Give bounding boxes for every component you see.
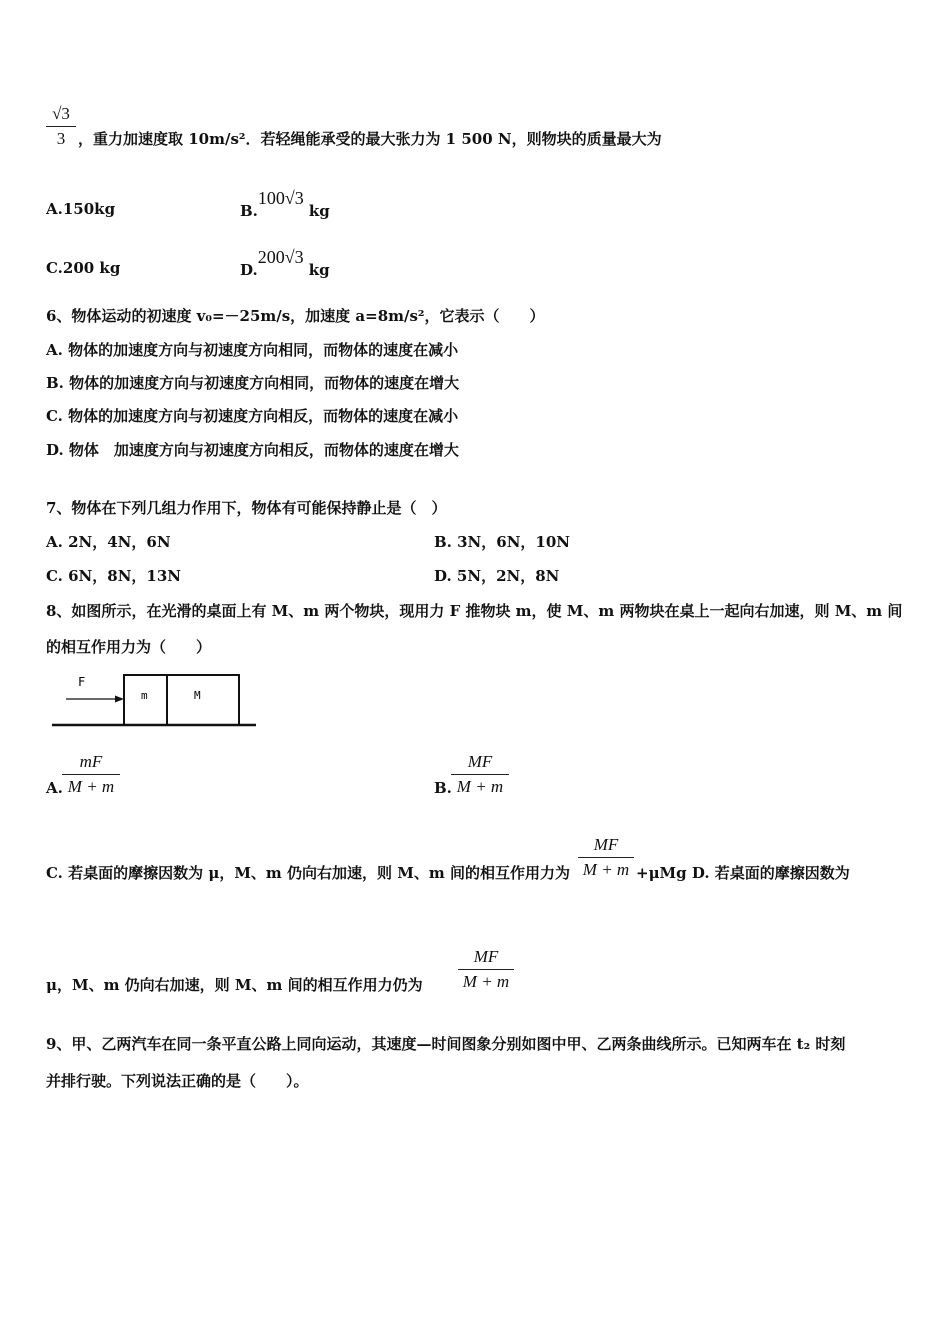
q8-option-a-denominator: M + m <box>67 777 115 796</box>
q5-fraction-numerator: √3 <box>52 104 70 123</box>
q5-fraction <box>46 104 76 149</box>
q5-option-d-unit: kg <box>308 261 330 279</box>
q8-option-c-fraction <box>578 835 634 880</box>
q7-stem: 7、物体在下列几组力作用下，物体有可能保持静止是（ ） <box>46 499 447 517</box>
q8-option-b-label: B. <box>434 779 452 797</box>
q8-option-b-denominator: M + m <box>456 777 504 796</box>
q5-option-d <box>240 247 330 279</box>
q9-stem-line1: 9、甲、乙两汽车在同一条平直公路上同向运动，其速度—时间图象分别如图中甲、乙两条曲线所示。已知两车在 t₂ 时刻 <box>46 1035 846 1053</box>
q8-option-c-numerator: MF <box>593 835 619 854</box>
fraction-bar <box>451 774 509 775</box>
q7-option-c: C. 6N，8N，13N <box>46 567 182 585</box>
q6-option-a: A. 物体的加速度方向与初速度方向相同，而物体的速度在减小 <box>46 341 459 359</box>
q8-stem-line1: 8、如图所示，在光滑的桌面上有 M、m 两个物块，现用力 F 推物块 m，使 M、m 两物块在桌上一起向右加速，则 M、m 间 <box>46 602 903 620</box>
q6-option-d: D. 物体 加速度方向与初速度方向相反，而物体的速度在增大 <box>46 441 459 459</box>
q8-option-b-numerator: MF <box>467 752 493 771</box>
q7-option-a: A. 2N，4N，6N <box>46 533 171 551</box>
q8-option-d-denominator: M + m <box>462 972 510 991</box>
q8-option-c-denominator: M + m <box>582 860 630 879</box>
q5-option-b-unit: kg <box>308 202 330 220</box>
q8-option-d-text: μ，M、m 仍向右加速，则 M、m 间的相互作用力仍为 <box>46 976 423 994</box>
q5-option-c: C.200 kg <box>46 259 121 277</box>
q5-option-b <box>240 188 330 220</box>
q8-option-a-label: A. <box>46 779 63 797</box>
q6-option-c: C. 物体的加速度方向与初速度方向相反，而物体的速度在减小 <box>46 407 459 425</box>
force-arrow-head <box>115 696 124 703</box>
fraction-bar <box>46 126 76 127</box>
q5-option-b-math: 100√3 <box>257 188 304 208</box>
q8-figure <box>46 668 260 732</box>
q8-option-c-text: C. 若桌面的摩擦因数为 μ，M、m 仍向右加速，则 M、m 间的相互作用力为 <box>46 864 570 882</box>
q8-option-b-fraction <box>451 752 509 797</box>
q5-option-d-label: D. <box>240 261 258 279</box>
block-m-label: m <box>141 689 148 702</box>
q5-option-b-label: B. <box>240 202 258 220</box>
q8-option-a-fraction <box>62 752 120 797</box>
q7-option-b: B. 3N，6N，10N <box>434 533 571 551</box>
q8-option-a-numerator: mF <box>79 752 103 771</box>
fraction-bar <box>458 969 514 970</box>
q6-option-b: B. 物体的加速度方向与初速度方向相同，而物体的速度在增大 <box>46 374 460 392</box>
q5-option-d-math: 200√3 <box>257 247 304 267</box>
fraction-bar <box>578 857 634 858</box>
q7-option-d: D. 5N，2N，8N <box>434 567 560 585</box>
block-M-label: M <box>194 689 201 702</box>
q8-stem-line2: 的相互作用力为（ ） <box>46 638 212 656</box>
q8-option-d-numerator: MF <box>473 947 499 966</box>
q6-stem: 6、物体运动的初速度 v₀=－25m/s，加速度 a=8m/s²，它表示（ ） <box>46 307 545 325</box>
q5-stem-tail: ，重力加速度取 10m/s²．若轻绳能承受的最大张力为 1 500 N，则物块的质量最大为 <box>78 130 662 148</box>
q5-fraction-denominator: 3 <box>56 129 66 148</box>
block-M <box>167 675 239 725</box>
q5-option-a: A.150kg <box>46 200 116 218</box>
q8-option-d-fraction <box>458 947 514 992</box>
fraction-bar <box>62 774 120 775</box>
q8-option-c-tail: +μMg D. 若桌面的摩擦因数为 <box>636 864 850 882</box>
force-label: F <box>78 675 86 689</box>
q9-stem-line2: 并排行驶。下列说法正确的是（ ）。 <box>46 1072 309 1090</box>
